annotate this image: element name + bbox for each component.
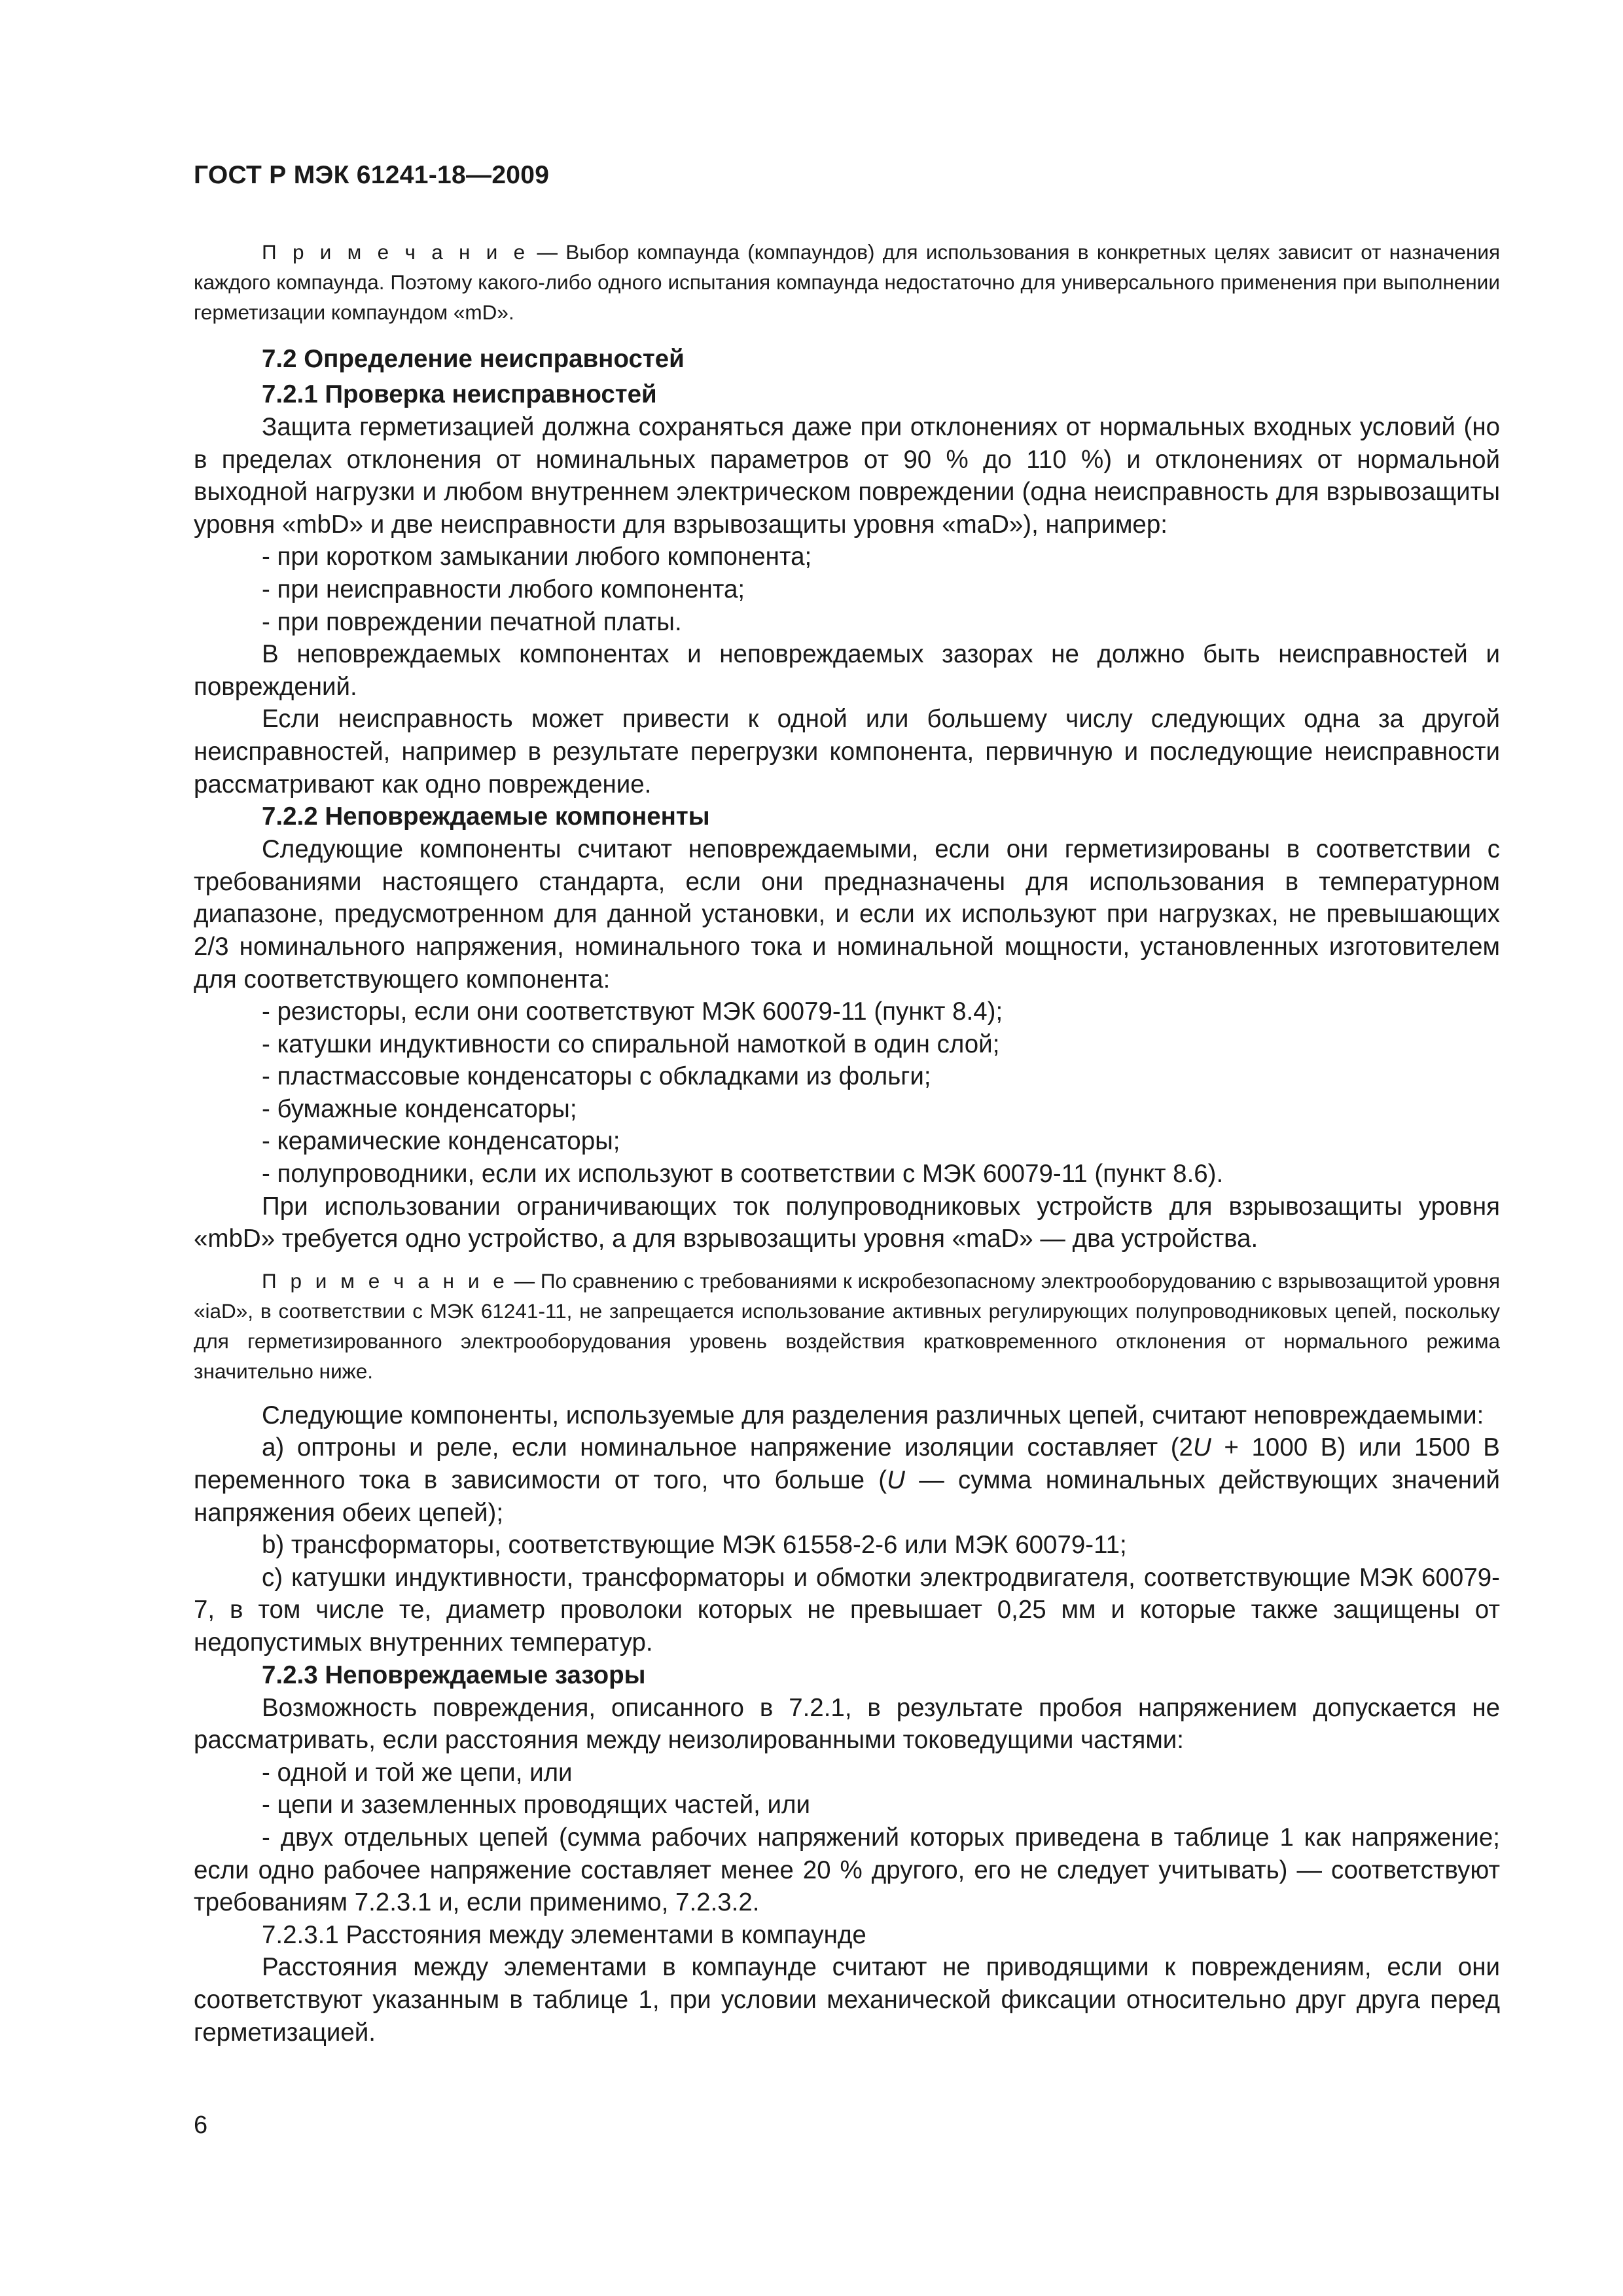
- section-7-2-3-1-heading: 7.2.3.1 Расстояния между элементами в компаунде: [262, 1920, 866, 1949]
- section-7-2-3-heading: 7.2.3 Неповреждаемые зазоры: [262, 1660, 646, 1689]
- document-body: [194, 226, 1500, 2049]
- paragraph: Следующие компоненты, используемые для разделения различных цепей, считают неповреждаемыми:: [262, 1401, 1484, 1429]
- list-item: - катушки индуктивности со спиральной намоткой в один слой;: [262, 1030, 1000, 1058]
- document-page: [194, 0, 1500, 2296]
- text-run: a) оптроны и реле, если номинальное напряжение изоляции составляет (2: [262, 1433, 1193, 1462]
- note-text: — Выбор компаунда (компаундов) для использования в конкретных целях зависит от назначения каждого компаунда. Поэтому какого-либо одного испытания компаунда недостаточно для универсального применения при выполнении герметизации компаундом «mD».: [194, 240, 1500, 324]
- list-item: - при неисправности любого компонента;: [262, 575, 745, 603]
- paragraph: Следующие компоненты считают неповреждаемыми, если они герметизированы в соответствии с требованиями настоящего стандарта, если они предназначены для использования в температурном диапазоне, предусмотренном для данной установки, и если их используют при нагрузках, не превышающих 2/3 номинального напряжения, номинального тока и номинальной мощности, установленных изготовителем для соответствующего компонента:: [194, 835, 1500, 994]
- list-item-c: c) катушки индуктивности, трансформаторы и обмотки электродвигателя, соответствующие МЭК 60079-7, в том числе те, диаметр проволоки которых не превышает 0,25 мм и которые также защищены от недопустимых внутренних температур.: [194, 1563, 1500, 1657]
- note-label: П р и м е ч а н и е: [262, 1268, 508, 1293]
- list-item: - резисторы, если они соответствуют МЭК 60079-11 (пункт 8.4);: [262, 997, 1003, 1026]
- note-semiconductor: [194, 1266, 1500, 1386]
- section-7-2-2-heading: 7.2.2 Неповреждаемые компоненты: [262, 802, 710, 831]
- note-label: П р и м е ч а н и е: [262, 240, 529, 264]
- paragraph: Если неисправность может привести к одной или большему числу следующих одна за другой неисправностей, например в результате перегрузки компонента, первичную и последующие неисправности рассматривают как одно повреждение.: [194, 705, 1500, 798]
- list-item: - при повреждении печатной платы.: [262, 607, 682, 636]
- section-7-2-1-heading: 7.2.1 Проверка неисправностей: [262, 380, 657, 408]
- variable-u: U: [887, 1466, 905, 1495]
- list-item: - бумажные конденсаторы;: [262, 1094, 577, 1123]
- document-header: ГОСТ Р МЭК 61241-18—2009: [194, 161, 550, 189]
- list-item: - двух отдельных цепей (сумма рабочих напряжений которых приведена в таблице 1 как напряжение; если одно рабочее напряжение составляет менее 20 % другого, его не следует учитывать) — соответствуют требованиям 7.2.3.1 и, если применимо, 7.2.3.2.: [194, 1823, 1500, 1917]
- paragraph: Расстояния между элементами в компаунде считают не приводящими к повреждениям, если они соответствуют указанным в таблице 1, при условии механической фиксации относительно друг друга перед герметизацией.: [194, 1953, 1500, 2047]
- list-item: - керамические конденсаторы;: [262, 1127, 620, 1156]
- variable-u: U: [1192, 1433, 1211, 1462]
- section-7-2-heading: 7.2 Определение неисправностей: [262, 345, 685, 373]
- note-compound: [194, 237, 1500, 327]
- list-item-b: b) трансформаторы, соответствующие МЭК 61558-2-6 или МЭК 60079-11;: [262, 1531, 1127, 1560]
- list-item: - одной и той же цепи, или: [262, 1758, 573, 1787]
- list-item-a: [194, 1431, 1500, 1529]
- page-number: 6: [194, 2111, 208, 2139]
- list-item: - при коротком замыкании любого компонента;: [262, 543, 812, 571]
- paragraph: Возможность повреждения, описанного в 7.2.1, в результате пробоя напряжением допускается не рассматривать, если расстояния между неизолированными токоведущими частями:: [194, 1693, 1500, 1755]
- list-item: - пластмассовые конденсаторы с обкладками из фольги;: [262, 1062, 931, 1091]
- paragraph: При использовании ограничивающих ток полупроводниковых устройств для взрывозащиты уровня «mbD» требуется одно устройство, а для взрывозащиты уровня «maD» — два устройства.: [194, 1192, 1500, 1253]
- list-item: - полупроводники, если их используют в соответствии с МЭК 60079-11 (пункт 8.6).: [262, 1160, 1224, 1189]
- note-text: — По сравнению с требованиями к искробезопасному электрооборудованию с взрывозащитой уровня «iaD», в соответствии с МЭК 61241-11, не запрещается использование активных регулирующих полупроводниковых цепей, поскольку для герметизированного электрооборудования уровень воздействия кратковременного отклонения от нормального режима значительно ниже.: [194, 1268, 1500, 1383]
- text-run: + 1000 В) или 1500 В переменного тока в зависимости от того, что больше (: [194, 1433, 1500, 1495]
- text-run: — сумма номинальных действующих значений напряжения обеих цепей);: [194, 1466, 1500, 1527]
- paragraph: В неповреждаемых компонентах и неповреждаемых зазорах не должно быть неисправностей и повреждений.: [194, 640, 1500, 701]
- list-item: - цепи и заземленных проводящих частей, или: [262, 1791, 810, 1820]
- paragraph: Защита герметизацией должна сохраняться даже при отклонениях от нормальных входных условий (но в пределах отклонения от номинальных параметров от 90 % до 110 %) и отклонениях от нормальной выходной нагрузки и любом внутреннем электрическом повреждении (одна неисправность для взрывозащиты уровня «mbD» и две неисправности для взрывозащиты уровня «maD»), например:: [194, 413, 1500, 539]
